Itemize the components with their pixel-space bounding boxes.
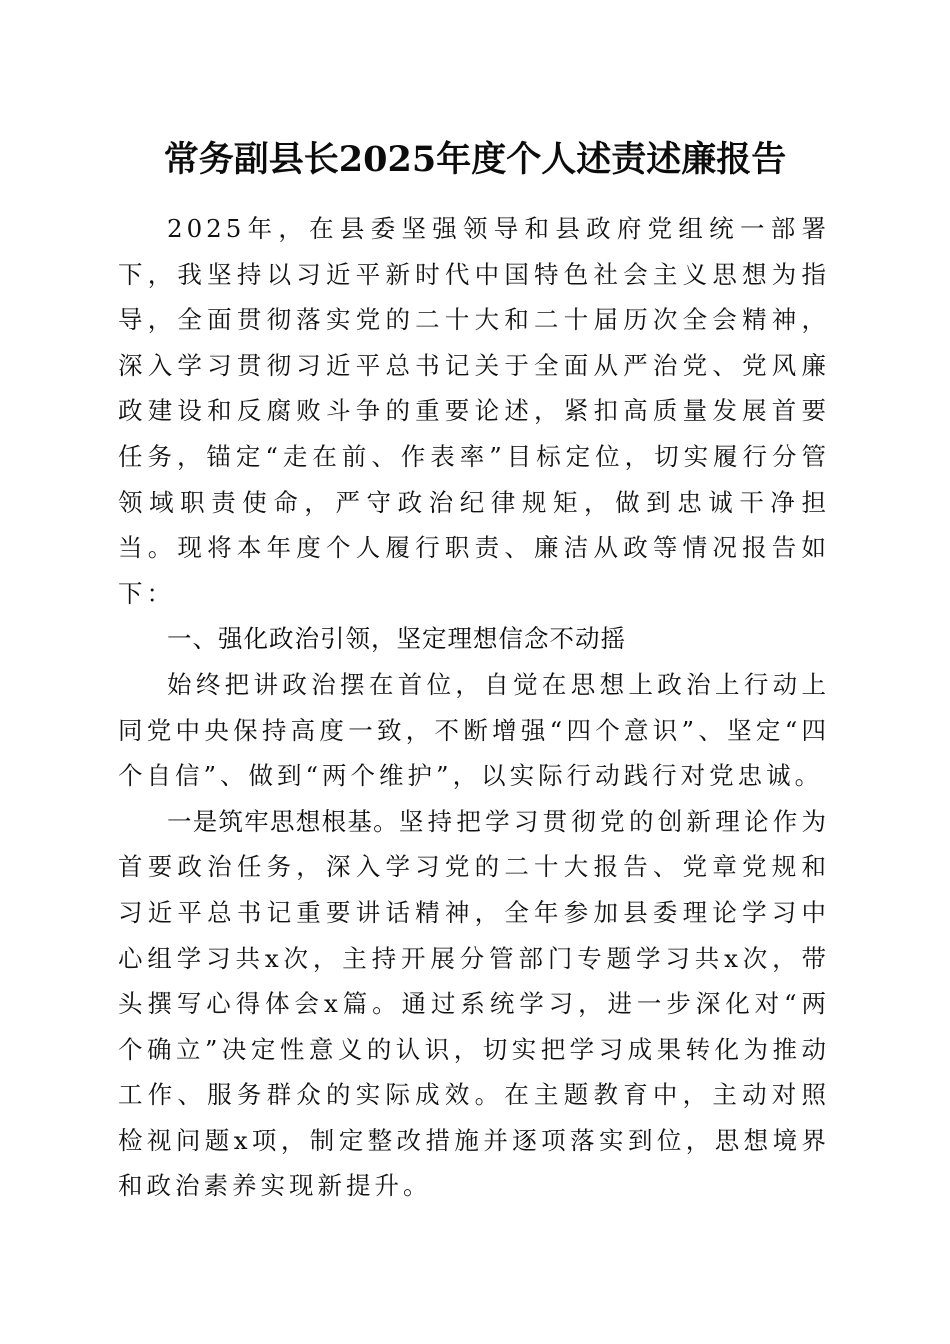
section-heading-1: 一、强化政治引领，坚定理想信念不动摇 — [167, 624, 626, 654]
point-1-lead: 一是筑牢思想根基。 — [167, 806, 399, 836]
point-1-text: 坚持把学习贯彻党的创新理论作为首要政治任务，深入学习党的二十大报告、党章党规和习近平总书记重要讲话精神，全年参加县委理论学习中心组学习共x次，主持开展分管部门专题学习共x次，带头撰写心得体会x篇。通过系统学习，进一步深化对“两个确立”决定性意义的认识，切实把学习成果转化为推动工作、服务群众的实际成效。在主题教育中，主动对照检视问题x项，制定整改措施并逐项落实到位，思想境界和政治素养实现新提升。 — [118, 806, 831, 1201]
document-body — [118, 206, 830, 1209]
intro-paragraph: 2025年，在县委坚强领导和县政府党组统一部署下，我坚持以习近平新时代中国特色社会主义思想为指导，全面贯彻落实党的二十大和二十届历次全会精神，深入学习贯彻习近平总书记关于全面从严治党、党风廉政建设和反腐败斗争的重要论述，紧扣高质量发展首要任务，锚定“走在前、作表率”目标定位，切实履行分管领域职责使命，严守政治纪律规矩，做到忠诚干净担当。现将本年度个人履行职责、廉洁从政等情况报告如下： — [118, 214, 830, 608]
document-title: 常务副县长2025年度个人述责述廉报告 — [163, 139, 787, 180]
section-1-paragraph: 始终把讲政治摆在首位，自觉在思想上政治上行动上同党中央保持高度一致，不断增强“四个意识”、坚定“四个自信”、做到“两个维护”，以实际行动践行对党忠诚。 — [118, 669, 830, 791]
section-1-point-1 — [118, 799, 830, 1209]
